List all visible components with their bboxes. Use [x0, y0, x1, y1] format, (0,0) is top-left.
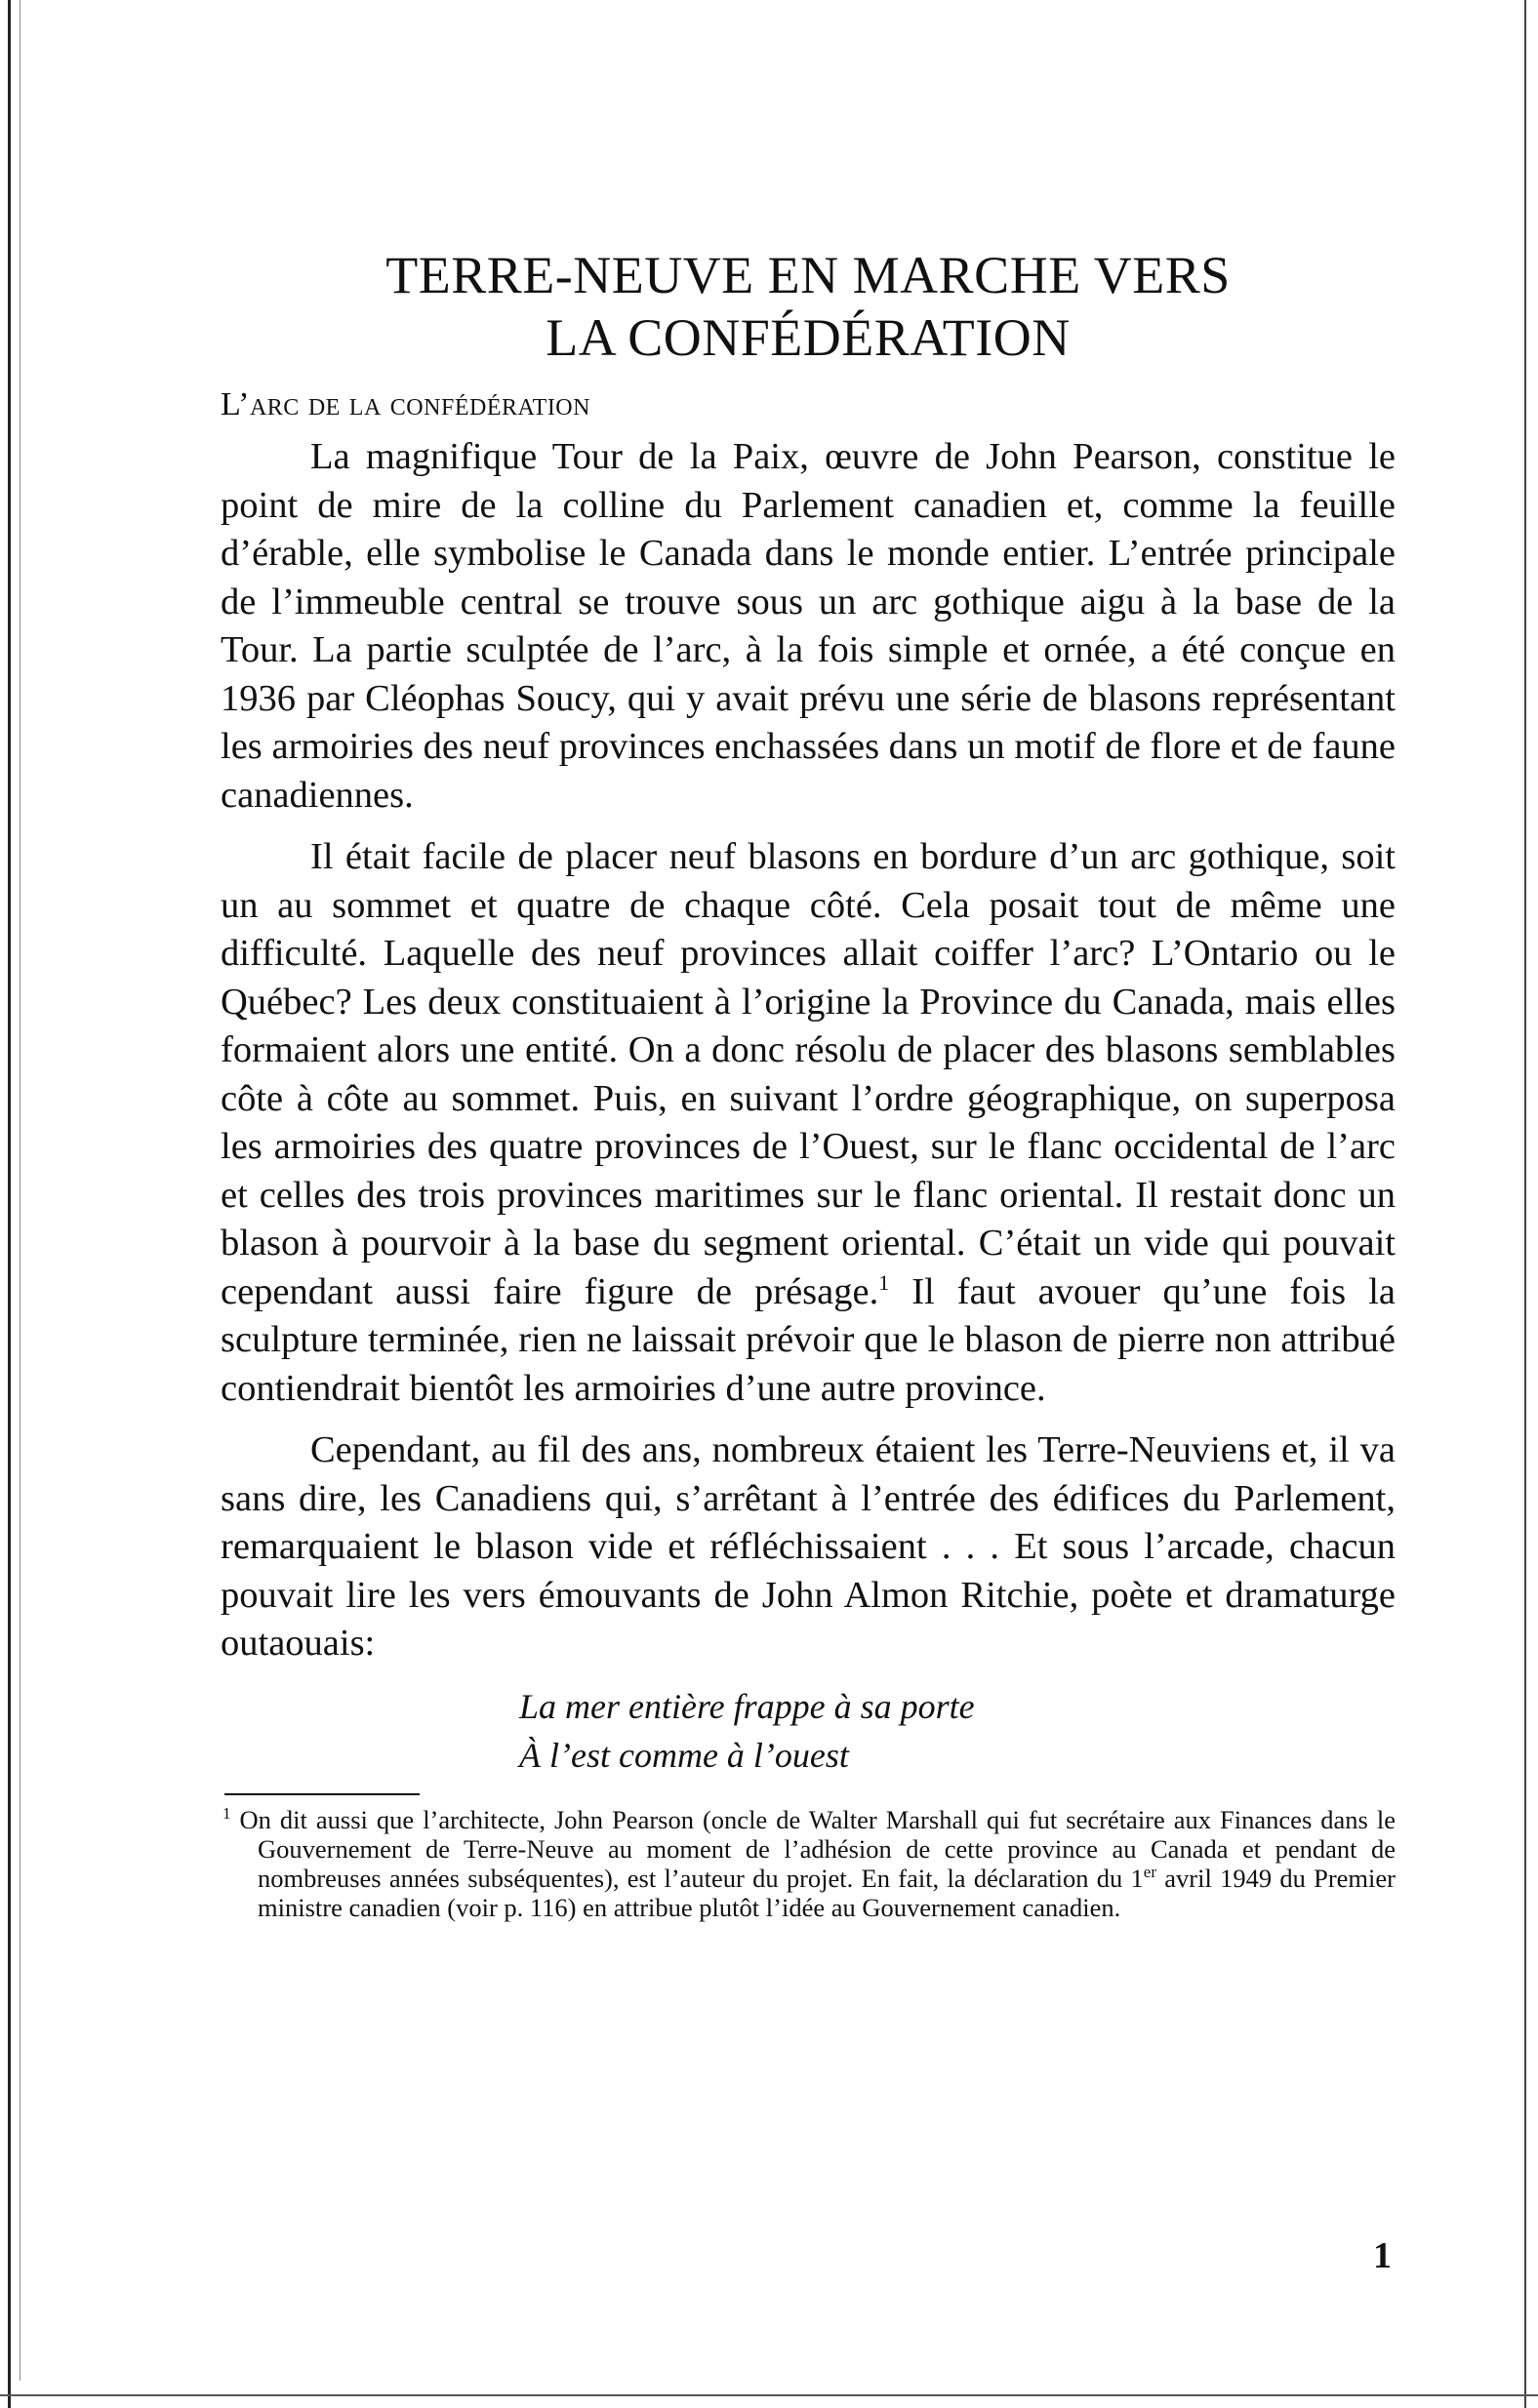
footnote-text-after: avril 1949 du Premier ministre canadien (voir p. 116) en attribue plutôt l’idée au Gouvernement canadien. — [258, 1863, 1396, 1922]
verse-line-1: La mer entière frappe à sa porte — [519, 1686, 975, 1726]
paragraph-2-text-after-note: Il faut avouer qu’une fois la sculpture terminée, rien ne laissait prévoir que le blason de pierre non attribué contiendrait bientôt les armoiries d’une autre province. — [221, 1270, 1396, 1409]
footnote-marker: 1 — [223, 1803, 231, 1823]
section-heading: L’arc de la confédération — [221, 386, 590, 422]
paragraph-1: La magnifique Tour de la Paix, œuvre de John Pearson, constitue le point de mire de la colline du Parlement canadien et, comme la feuille d’érable, elle symbolise le Canada dans le monde entier. L’entrée principale de l’immeuble central se trouve sous un arc gothique aigu à la base de la Tour. La partie sculptée de l’arc, à la fois simple et ornée, a été conçue en 1936 par Cléophas Soucy, qui y avait prévu une série de blasons représentant les armoiries des neuf provinces enchassées dans un motif de flore et de faune canadiennes. — [221, 436, 1396, 816]
chapter-title — [221, 244, 1396, 369]
verse-quote — [519, 1682, 1396, 1780]
page-number: 1 — [1373, 2235, 1392, 2276]
scan-border-bottom — [0, 2394, 1538, 2396]
scan-border-right — [1524, 0, 1526, 2408]
page-content — [221, 244, 1396, 1922]
footnote-text-before: On dit aussi que l’architecte, John Pearson (oncle de Walter Marshall qui fut secrétaire aux Finances dans le Gouvernement de Terre-Neuve au moment de l’adhésion de cette province au Canada et pendant de nombreuses années subséquentes), est l’auteur du projet. En fait, la déclaration du 1 — [239, 1804, 1396, 1893]
footnote-separator — [224, 1793, 420, 1795]
chapter-title-line-1: TERRE-NEUVE EN MARCHE VERS — [385, 246, 1231, 304]
footnote-reference[interactable]: 1 — [878, 1269, 890, 1295]
scan-border-left — [8, 0, 11, 2408]
paragraph-3: Cependant, au fil des ans, nombreux étaient les Terre-Neuviens et, il va sans dire, les Canadiens qui, s’arrêtant à l’entrée des édifices du Parlement, remarquaient le blason vide et réfléchissaient . . . Et sous l’arcade, chacun pouvait lire les vers émouvants de John Almon Ritchie, poète et dramaturge outaouais: — [221, 1429, 1396, 1664]
footnote — [221, 1805, 1396, 1922]
footnote-ordinal: er — [1143, 1862, 1157, 1881]
paragraph-2-text-before-note: Il était facile de placer neuf blasons en bordure d’un arc gothique, soit un au sommet et quatre de chaque côté. Cela posait tout de même une difficulté. Laquelle des neuf provinces allait coiffer l’arc? L’Ontario ou le Québec? Les deux constituaient à l’origine la Province du Canada, mais elles formaient alors une entité. On a donc résolu de placer des blasons semblables côte à côte au sommet. Puis, en suivant l’ordre géographique, on superposa les armoiries des quatre provinces de l’Ouest, sur le flanc occidental de l’arc et celles des trois provinces maritimes sur le flanc oriental. Il restait donc un blason à pourvoir à la base du segment oriental. C’était un vide qui pouvait cependant aussi faire figure de présage. — [221, 836, 1396, 1312]
paragraph-2 — [221, 833, 1396, 1413]
chapter-title-line-2: LA CONFÉDÉRATION — [546, 308, 1071, 367]
verse-line-2: À l’est comme à l’ouest — [519, 1735, 849, 1775]
